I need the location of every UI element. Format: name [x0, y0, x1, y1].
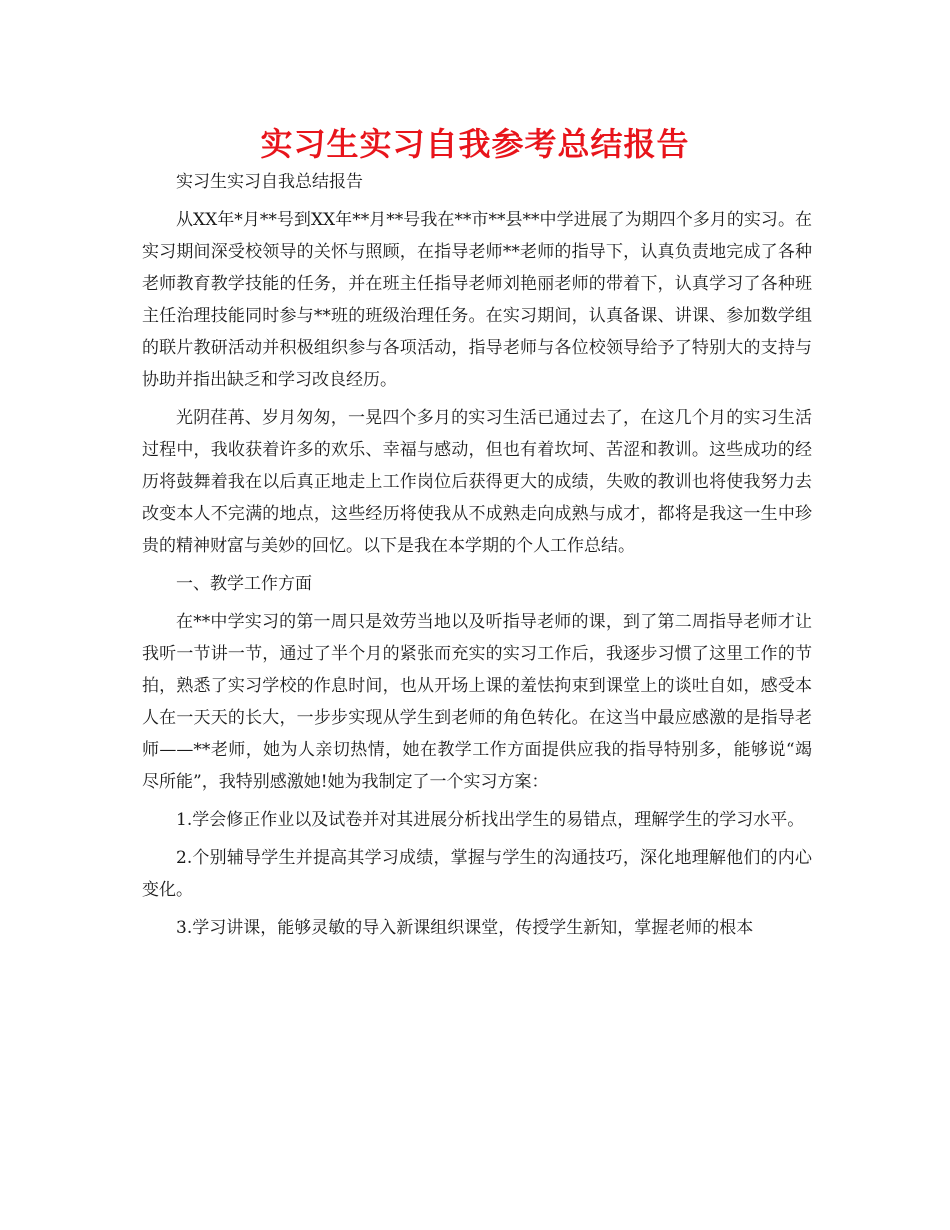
paragraph: 从XX年*月**号到XX年**月**号我在**市**县**中学进展了为期四个多月的实习。在实习期间深受校领导的关怀与照顾，在指导老师**老师的指导下，认真负责地完成了各种老师教育教学技能的任务，并在班主任指导老师刘艳丽老师的带着下，认真学习了各种班主任治理技能同时参与**班的班级治理任务。在实习期间，认真备课、讲课、参加数学组的联片教研活动并积极组织参与各项活动，指导老师与各位校领导给予了特别大的支持与协助并指出缺乏和学习改良经历。 — [142, 210, 812, 390]
document-body — [142, 166, 812, 950]
section-heading: 一、教学工作方面 — [176, 574, 312, 594]
list-item: 1.学会修正作业以及试卷并对其进展分析找出学生的易错点，理解学生的学习水平。 — [176, 810, 805, 830]
paragraph: 在**中学实习的第一周只是效劳当地以及听指导老师的课，到了第二周指导老师才让我听一节讲一节，通过了半个月的紧张而充实的实习工作后，我逐步习惯了这里工作的节拍，熟悉了实习学校的作息时间，也从开场上课的羞怯拘束到课堂上的谈吐自如，感受本人在一天天的长大，一步步实现从学生到老师的角色转化。在这当中最应感激的是指导老师——**老师，她为人亲切热情，她在教学工作方面提供应我的指导特别多，能够说“竭尽所能”，我特别感激她!她为我制定了一个实习方案： — [142, 612, 812, 792]
document-title: 实习生实习自我参考总结报告 — [260, 125, 690, 163]
list-item: 2.个别辅导学生并提高其学习成绩，掌握与学生的沟通技巧，深化地理解他们的内心变化。 — [142, 848, 812, 900]
paragraph: 光阴荏苒、岁月匆匆，一晃四个多月的实习生活已通过去了，在这几个月的实习生活过程中，我收获着许多的欢乐、幸福与感动，但也有着坎坷、苦涩和教训。这些成功的经历将鼓舞着我在以后真正地走上工作岗位后获得更大的成绩，失败的教训也将使我努力去改变本人不完满的地点，这些经历将使我从不成熟走向成熟与成才，都将是我这一生中珍贵的精神财富与美妙的回忆。以下是我在本学期的个人工作总结。 — [142, 408, 812, 556]
paragraph: 实习生实习自我总结报告 — [176, 172, 363, 192]
list-item: 3.学习讲课，能够灵敏的导入新课组织课堂，传授学生新知，掌握老师的根本 — [176, 918, 754, 938]
